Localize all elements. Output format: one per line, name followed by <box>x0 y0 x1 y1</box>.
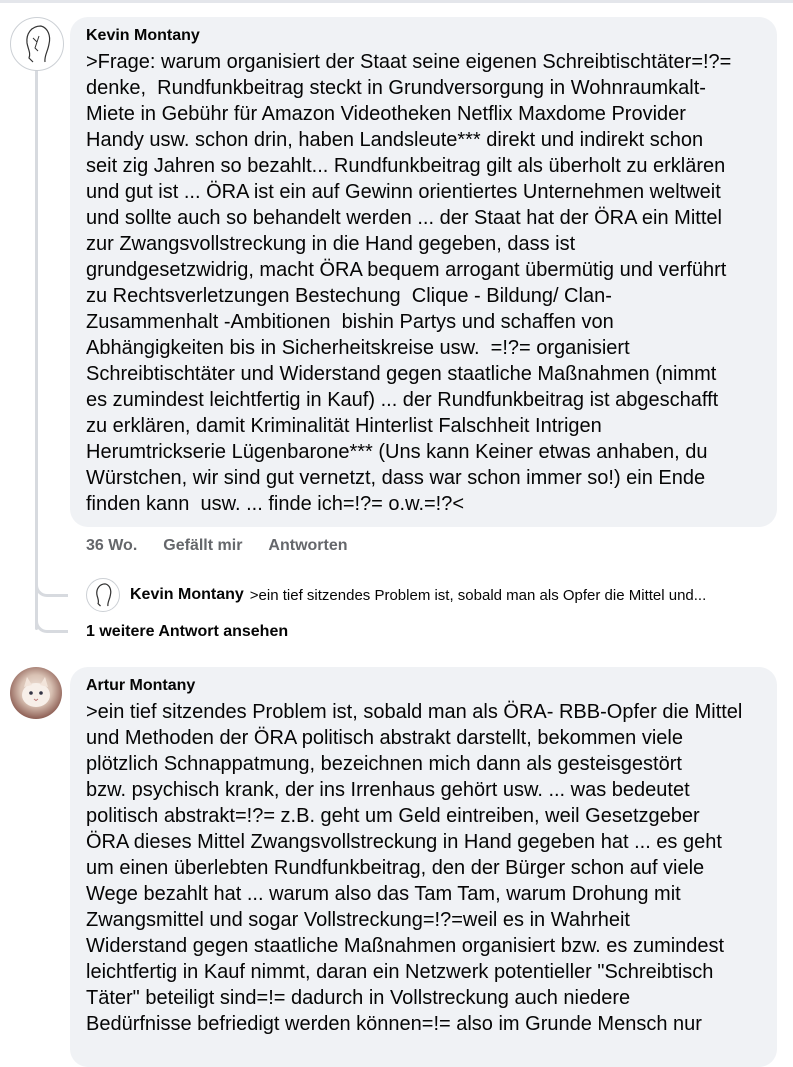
reply-author[interactable]: Kevin Montany <box>130 586 244 603</box>
top-divider <box>0 0 793 3</box>
comment-text: >Frage: warum organisiert der Staat seine eigenen Schreibtischtäter=!?= denke, Rundfunkbeitrag steckt in Grundversorgung in Wohnraumkalt- Miete in Gebühr für Amazon Videotheken Netflix Maxdome Provider Handy usw. schon drin, haben Landsleute*** direkt und indirekt schon seit zig Jahren so bezahlt... Rundfunkbeitrag gilt als überholt zu erklären und gut ist ... ÖRA ist ein auf Gewinn orientiertes Unternehmen weltweit und sollte auch so behandelt werden ... der Staat hat der ÖRA ein Mittel zur Zwangsvollstreckung in die Hand gegeben, dass ist grundgesetzwidrig, macht ÖRA bequem arrogant übermütig und verführt zu Rechtsverletzungen Bestechung Clique - Bildung/ Clan- Zusammenhalt -Ambitionen bishin Partys und schaffen von Abhängigkeiten bis in Sicherheitskreise usw. =!?= organisiert Schreibtischtäter und Widerstand gegen staatliche Maßnahmen (nimmt es zumindest leichtfertig in Kauf) ... der Rundfunkbeitrag ist abgeschafft zu erklären, damit Kriminalität Hinterlist Falschheit Intrigen Herumtrickserie Lügenbarone*** (Uns kann Keiner etwas anhaben, du Würstchen, wir sind gut vernetzt, dass war schon immer so!) ein Ende finden kann usw. ... finde ich=!?= o.w.=!?< <box>86 51 732 515</box>
more-replies-link[interactable]: 1 weitere Antwort ansehen <box>86 623 289 640</box>
cat-photo-icon <box>10 667 62 719</box>
reply-button[interactable]: Antworten <box>268 537 348 554</box>
comment-author[interactable]: Artur Montany <box>86 677 196 694</box>
comment-bubble <box>70 667 777 1067</box>
comment-actions <box>86 536 374 556</box>
reply-text: >ein tief sitzendes Problem ist, sobald man als Opfer die Mittel und... <box>249 586 707 604</box>
reply-preview[interactable] <box>86 578 786 612</box>
avatar[interactable] <box>10 667 62 719</box>
sketch-face-icon <box>11 18 63 70</box>
like-button[interactable]: Gefällt mir <box>163 537 243 554</box>
comment-text: >ein tief sitzendes Problem ist, sobald man als ÖRA- RBB-Opfer die Mittel und Methoden der ÖRA politisch abstrakt darstellt, bekommen viele plötzlich Schnappatmung, bezeichnen mich dann als gesteisgestört bzw. psychisch krank, der ins Irrenhaus gehört usw. ... was bedeutet politisch abstrakt=!?= z.B. geht um Geld eintreiben, weil Gesetzgeber ÖRA dieses Mittel Zwangsvollstreckung in Hand gegeben hat ... es geht um einen überlebten Rundfunkbeitrag, den der Bürger schon auf viele Wege bezahlt hat ... warum also das Tam Tam, warum Drohung mit Zwangsmittel und sogar Vollstreckung=!?=weil es in Wahrheit Widerstand gegen staatliche Maßnahmen organisiert bzw. es zumindest leichtfertig in Kauf nimmt, daran ein Netzwerk potentieller "Schreibtisch Täter" beteiligt sind=!= dadurch in Vollstreckung auch niedere Bedürfnisse befriedigt werden können=!= also im Grunde Mensch nur <box>86 701 743 1035</box>
thread-branch <box>35 570 68 597</box>
thread-line <box>35 70 38 630</box>
avatar[interactable] <box>86 578 120 612</box>
comment-bubble <box>70 17 777 527</box>
comment-timestamp[interactable]: 36 Wo. <box>86 537 138 554</box>
sketch-face-icon <box>87 579 119 611</box>
comment-author[interactable]: Kevin Montany <box>86 27 200 44</box>
thread-branch <box>35 608 68 633</box>
avatar[interactable] <box>10 17 64 71</box>
